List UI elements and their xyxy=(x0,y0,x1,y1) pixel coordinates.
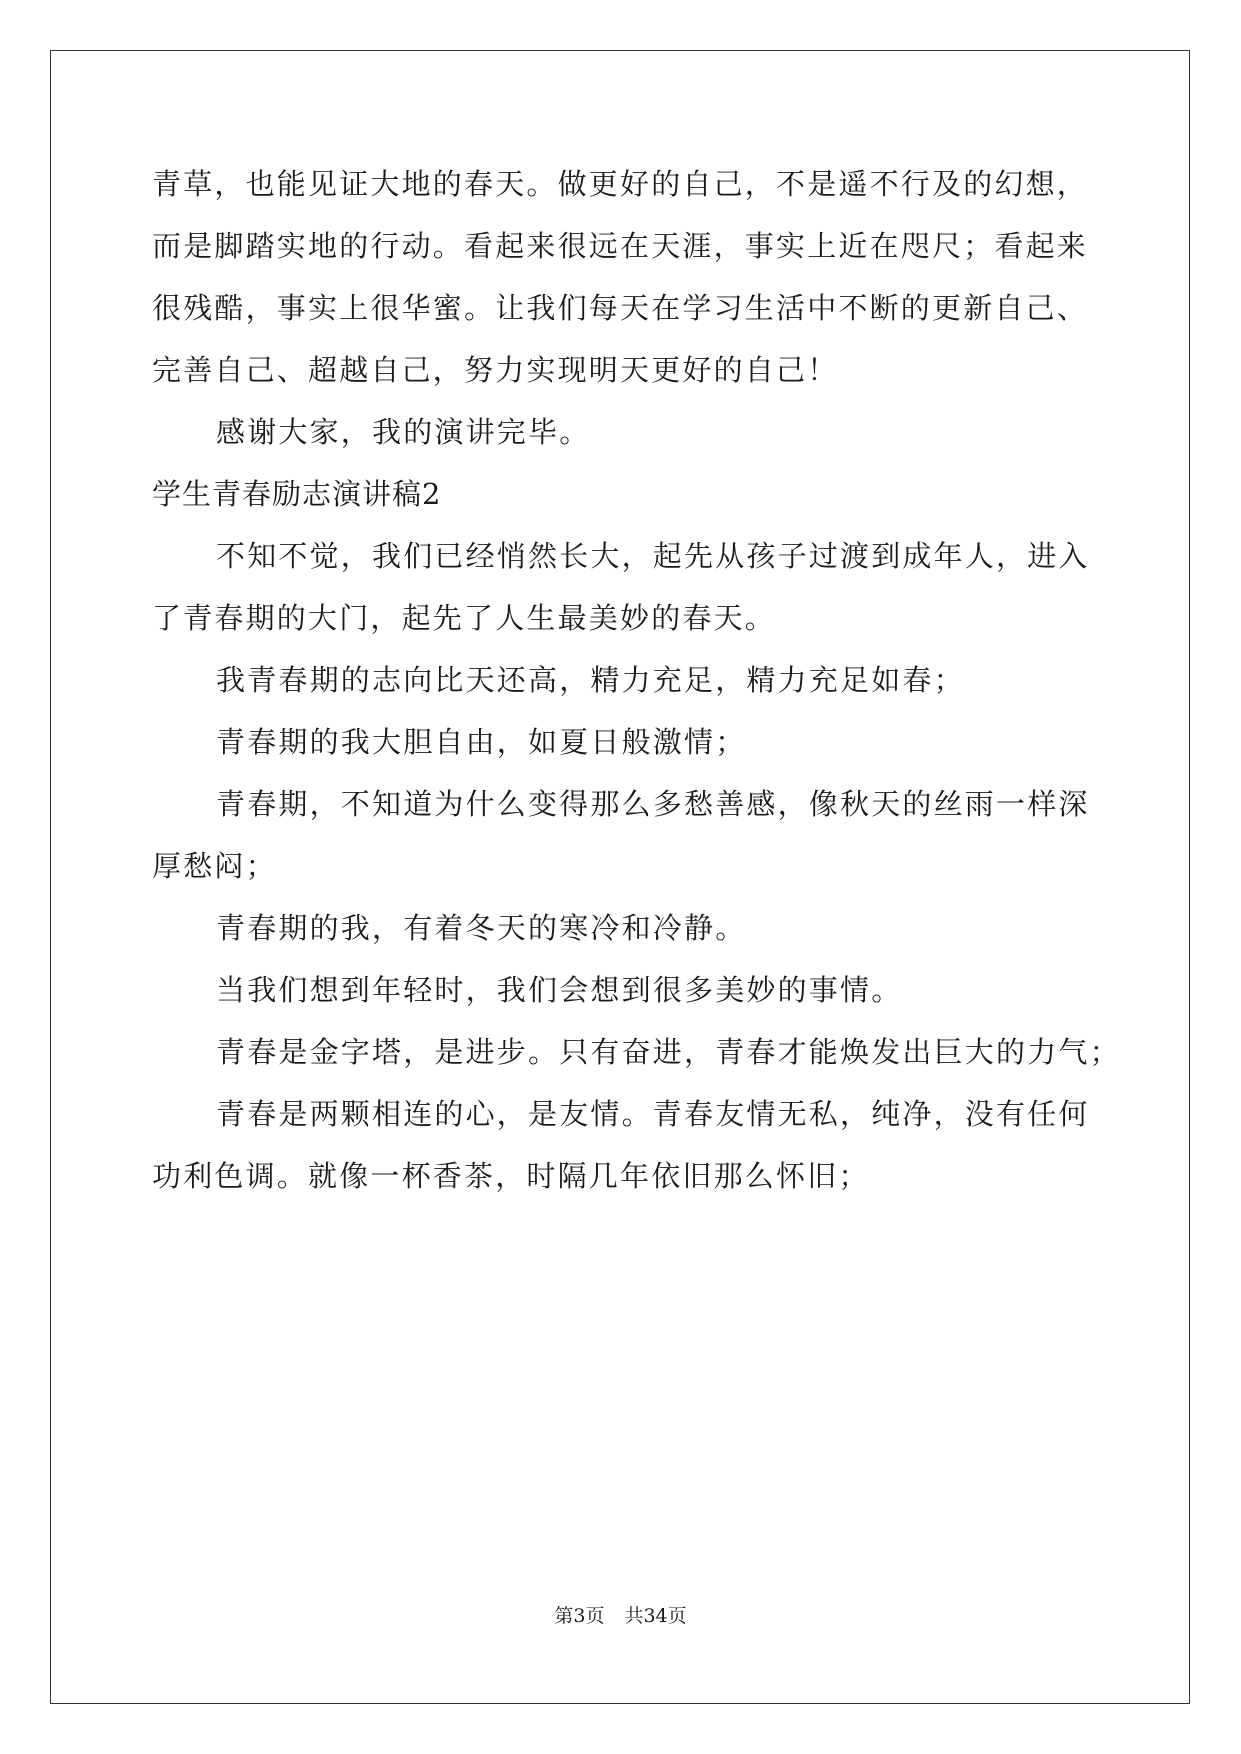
text-line: 青春期，不知道为什么变得那么多愁善感，像秋天的丝雨一样深 xyxy=(216,787,1090,821)
text-line: 青春是金字塔，是进步。只有奋进，青春才能焕发出巨大的力气； xyxy=(216,1035,1121,1069)
text-line: 我青春期的志向比天还高，精力充足，精力充足如春； xyxy=(216,663,965,697)
text-line: 不知不觉，我们已经悄然长大，起先从孩子过渡到成年人，进入 xyxy=(216,539,1090,573)
text-line: 青草，也能见证大地的春天。做更好的自己，不是遥不行及的幻想， xyxy=(152,167,1089,201)
text-line: 很残酷，事实上很华蜜。让我们每天在学习生活中不断的更新自己、 xyxy=(152,291,1089,325)
page-total: 共34页 xyxy=(624,1605,687,1627)
section-heading: 学生青春励志演讲稿2 xyxy=(152,477,442,511)
text-line: 青春期的我大胆自由，如夏日般激情； xyxy=(216,725,747,759)
text-line: 感谢大家，我的演讲完毕。 xyxy=(216,415,591,449)
text-line: 厚愁闷； xyxy=(152,849,277,883)
text-line: 青春是两颗相连的心，是友情。青春友情无私，纯净，没有任何 xyxy=(216,1097,1090,1131)
text-line: 完善自己、超越自己，努力实现明天更好的自己！ xyxy=(152,353,839,387)
text-line: 当我们想到年轻时，我们会想到很多美妙的事情。 xyxy=(216,973,903,1007)
page-footer xyxy=(0,1604,1241,1628)
text-line: 功利色调。就像一杯香茶，时隔几年依旧那么怀旧； xyxy=(152,1159,870,1193)
text-line: 青春期的我，有着冬天的寒冷和冷静。 xyxy=(216,911,747,945)
text-line: 了青春期的大门，起先了人生最美妙的春天。 xyxy=(152,601,777,635)
text-line: 而是脚踏实地的行动。看起来很远在天涯，事实上近在咫尺；看起来 xyxy=(152,229,1089,263)
page-number: 第3页 xyxy=(554,1605,605,1627)
